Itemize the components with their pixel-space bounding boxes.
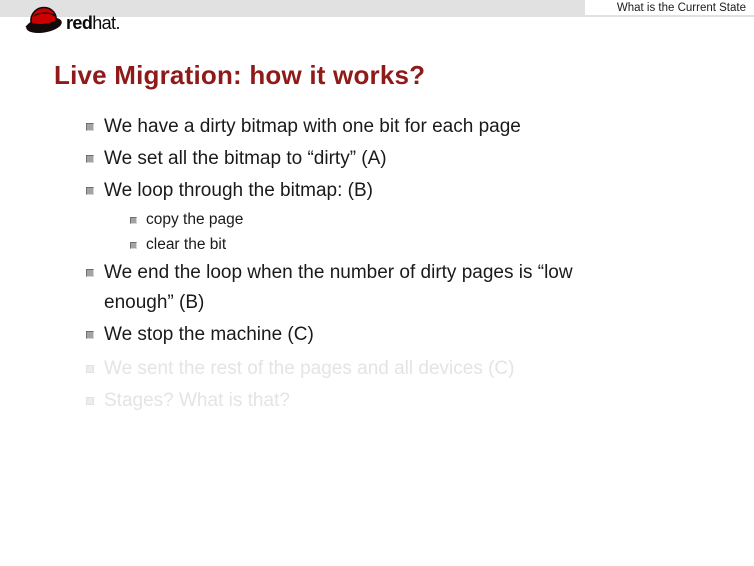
brand-wordmark bbox=[66, 14, 120, 32]
bullet-text: We loop through the bitmap: (B) bbox=[104, 180, 373, 201]
bullet-text: We sent the rest of the pages and all devices (C) bbox=[104, 358, 515, 379]
slide-title: Live Migration: how it works? bbox=[54, 60, 426, 90]
list-item bbox=[86, 112, 754, 142]
list-item bbox=[86, 176, 754, 206]
list-item bbox=[86, 386, 754, 416]
bullet-text: clear the bit bbox=[146, 236, 227, 253]
brand-hat: hat. bbox=[92, 13, 120, 33]
bullet-list bbox=[0, 112, 754, 418]
bullet-square-icon bbox=[86, 365, 94, 373]
header-title: What is the Current State bbox=[616, 1, 746, 14]
bullet-square-icon bbox=[86, 269, 94, 277]
bullet-text: Stages? What is that? bbox=[104, 390, 290, 411]
redhat-logo bbox=[22, 4, 120, 34]
brand-red: red bbox=[66, 13, 93, 33]
list-item bbox=[130, 233, 754, 257]
bullet-square-icon bbox=[130, 217, 137, 224]
red-fedora-icon bbox=[22, 4, 64, 34]
bullet-text: We end the loop when the number of dirty pages is “low enough” (B) bbox=[104, 262, 573, 313]
bullet-square-icon bbox=[86, 331, 94, 339]
list-item bbox=[86, 258, 754, 318]
bullet-text: We set all the bitmap to “dirty” (A) bbox=[104, 148, 387, 169]
list-item bbox=[86, 354, 754, 384]
list-item bbox=[130, 208, 754, 232]
bullet-square-icon bbox=[86, 155, 94, 163]
bullet-square-icon bbox=[86, 123, 94, 131]
bullet-square-icon bbox=[86, 397, 94, 405]
running-header bbox=[585, 0, 754, 15]
list-item bbox=[86, 144, 754, 174]
bullet-text: copy the page bbox=[146, 211, 244, 228]
list-item bbox=[86, 320, 754, 350]
bullet-text: We stop the machine (C) bbox=[104, 324, 314, 345]
bullet-text: We have a dirty bitmap with one bit for each page bbox=[104, 116, 521, 137]
bullet-square-icon bbox=[86, 187, 94, 195]
bullet-square-icon bbox=[130, 242, 137, 249]
